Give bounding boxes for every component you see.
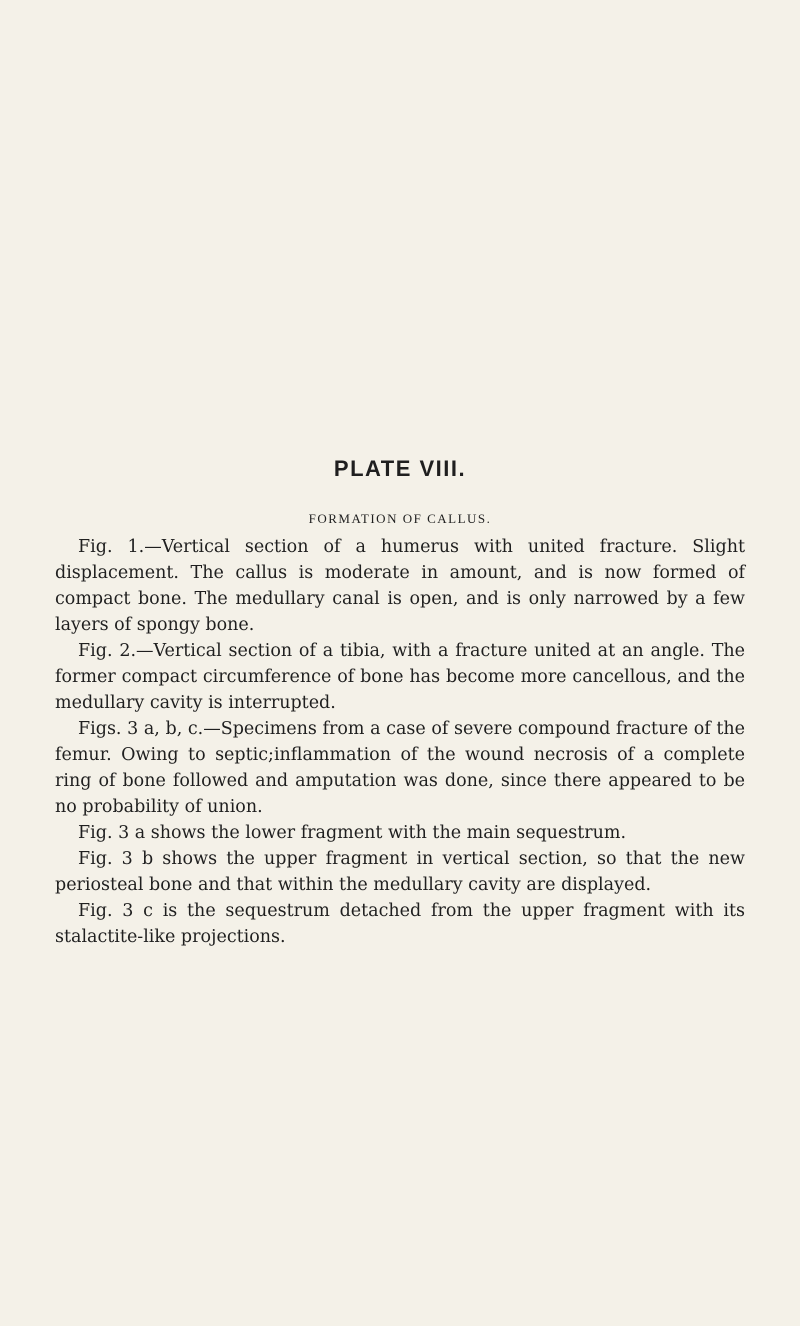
paragraph-fig-2: Fig. 2.—Vertical section of a tibia, with a fracture united at an angle. The former compact circumference of bone has become more cancellous, and the medullary cavity is interrupted.: [55, 641, 745, 713]
plate-subtitle: FORMATION OF CALLUS.: [308, 511, 492, 526]
paragraph-figs-3: Figs. 3 a, b, c.—Specimens from a case of severe compound fracture of the femur. Owing to septic;inflammation of the wound necrosis of a complete ring of bone followed and amputation was done, since there appeared to be no probability of union.: [55, 719, 745, 817]
plate-title: PLATE VIII.: [333, 456, 467, 481]
paragraph-fig-1: Fig. 1.—Vertical section of a humerus with united fracture. Slight displacement. The callus is moderate in amount, and is now formed of compact bone. The medullary canal is open, and is only narrowed by a few layers of spongy bone.: [55, 537, 745, 635]
paragraph-fig-3c: Fig. 3 c is the sequestrum detached from the upper fragment with its stalactite-like projections.: [55, 901, 745, 947]
paragraph-fig-3b: Fig. 3 b shows the upper fragment in vertical section, so that the new periosteal bone and that within the medullary cavity are displayed.: [55, 849, 745, 895]
paragraph-fig-3a: Fig. 3 a shows the lower fragment with the main sequestrum.: [78, 823, 627, 843]
plate-description: [55, 534, 745, 950]
